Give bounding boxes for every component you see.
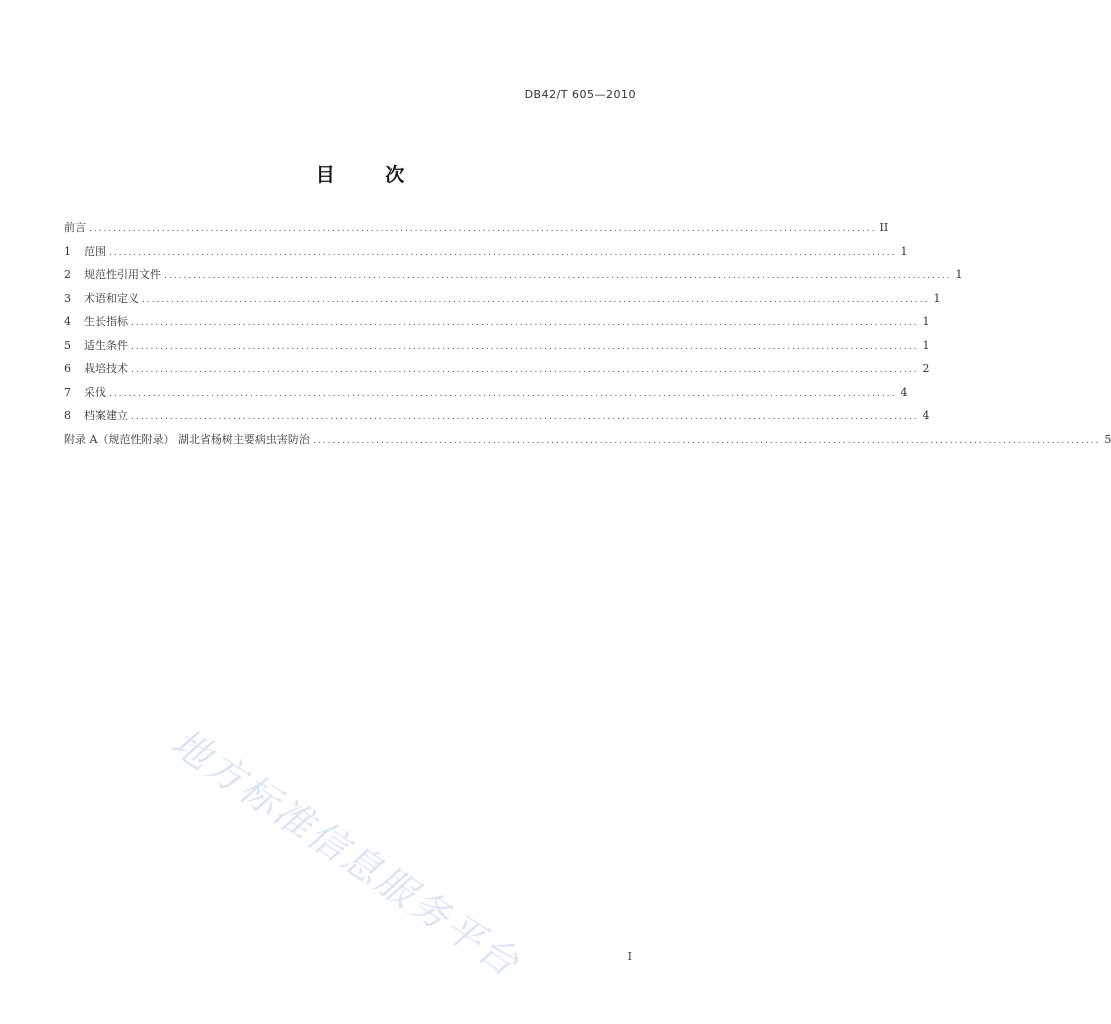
toc-entry-page: 1	[900, 244, 908, 258]
toc-entry-scope[interactable]	[64, 243, 908, 267]
toc-entry-page: 1	[922, 338, 930, 352]
toc-leader-dots: ..................................................................................................................................................................	[312, 435, 1101, 446]
toc-entry-number: 4	[64, 315, 71, 328]
toc-entry-page: 2	[922, 362, 930, 375]
toc-entry-foreword[interactable]	[64, 219, 889, 243]
toc-leader-dots: ..................................................................................................................................................................	[109, 388, 897, 399]
toc-entry-harvesting[interactable]	[64, 384, 908, 408]
toc-leader-dots: ..................................................................................................................................................................	[131, 365, 919, 375]
toc-leader-dots: ..................................................................................................................................................................	[109, 247, 897, 258]
toc-entry-terms-definitions[interactable]	[64, 290, 941, 314]
table-of-contents	[64, 219, 1111, 454]
toc-leader-dots: ..................................................................................................................................................................	[131, 318, 919, 328]
page-number: I	[627, 950, 632, 963]
toc-entry-page: 4	[900, 385, 908, 399]
toc-entry-growth-indicators[interactable]	[64, 313, 930, 337]
toc-entry-number: 2	[64, 268, 71, 281]
toc-entry-page: 1	[922, 315, 930, 328]
toc-entry-label: 栽培技术	[84, 362, 128, 375]
toc-entry-number: 3	[64, 291, 71, 305]
toc-entry-label: 档案建立	[84, 409, 128, 422]
toc-entry-label: 适生条件	[84, 338, 128, 352]
toc-entry-number: 7	[64, 385, 71, 399]
toc-entry-appendix-a[interactable]	[64, 431, 1111, 455]
watermark: 地方标准信息服务平台	[163, 720, 529, 986]
toc-entry-label: 范围	[84, 244, 106, 258]
toc-entry-label: 采伐	[84, 385, 106, 399]
toc-leader-dots: ..................................................................................................................................................................	[131, 412, 919, 422]
toc-entry-page: 1	[955, 268, 963, 281]
toc-entry-page: 5	[1104, 432, 1111, 446]
toc-entry-cultivation-techniques[interactable]	[64, 360, 930, 384]
toc-entry-number: 5	[64, 338, 71, 352]
toc-leader-dots: ..................................................................................................................................................................	[142, 294, 930, 305]
toc-entry-number: 8	[64, 409, 71, 422]
toc-entry-suitable-conditions[interactable]	[64, 337, 930, 361]
toc-entry-archive-establishment[interactable]	[64, 407, 930, 431]
toc-leader-dots: ..................................................................................................................................................................	[89, 224, 877, 234]
toc-entry-page: 4	[922, 409, 930, 422]
toc-entry-page: 1	[933, 291, 941, 305]
toc-entry-normative-references[interactable]	[64, 266, 963, 290]
toc-entry-number: 6	[64, 362, 71, 375]
toc-entry-page: II	[879, 221, 889, 234]
toc-leader-dots: ..................................................................................................................................................................	[131, 341, 919, 352]
toc-leader-dots: ..................................................................................................................................................................	[164, 271, 952, 281]
toc-entry-label: 附录 A（规范性附录） 湖北省杨树主要病虫害防治	[64, 432, 310, 446]
toc-entry-label: 术语和定义	[84, 291, 139, 305]
document-code: DB42/T 605—2010	[524, 88, 636, 101]
toc-entry-label: 生长指标	[84, 315, 128, 328]
toc-entry-label: 前言	[64, 221, 86, 234]
toc-title: 目 次	[315, 164, 427, 186]
toc-entry-label: 规范性引用文件	[84, 268, 161, 281]
toc-entry-number: 1	[64, 244, 71, 258]
